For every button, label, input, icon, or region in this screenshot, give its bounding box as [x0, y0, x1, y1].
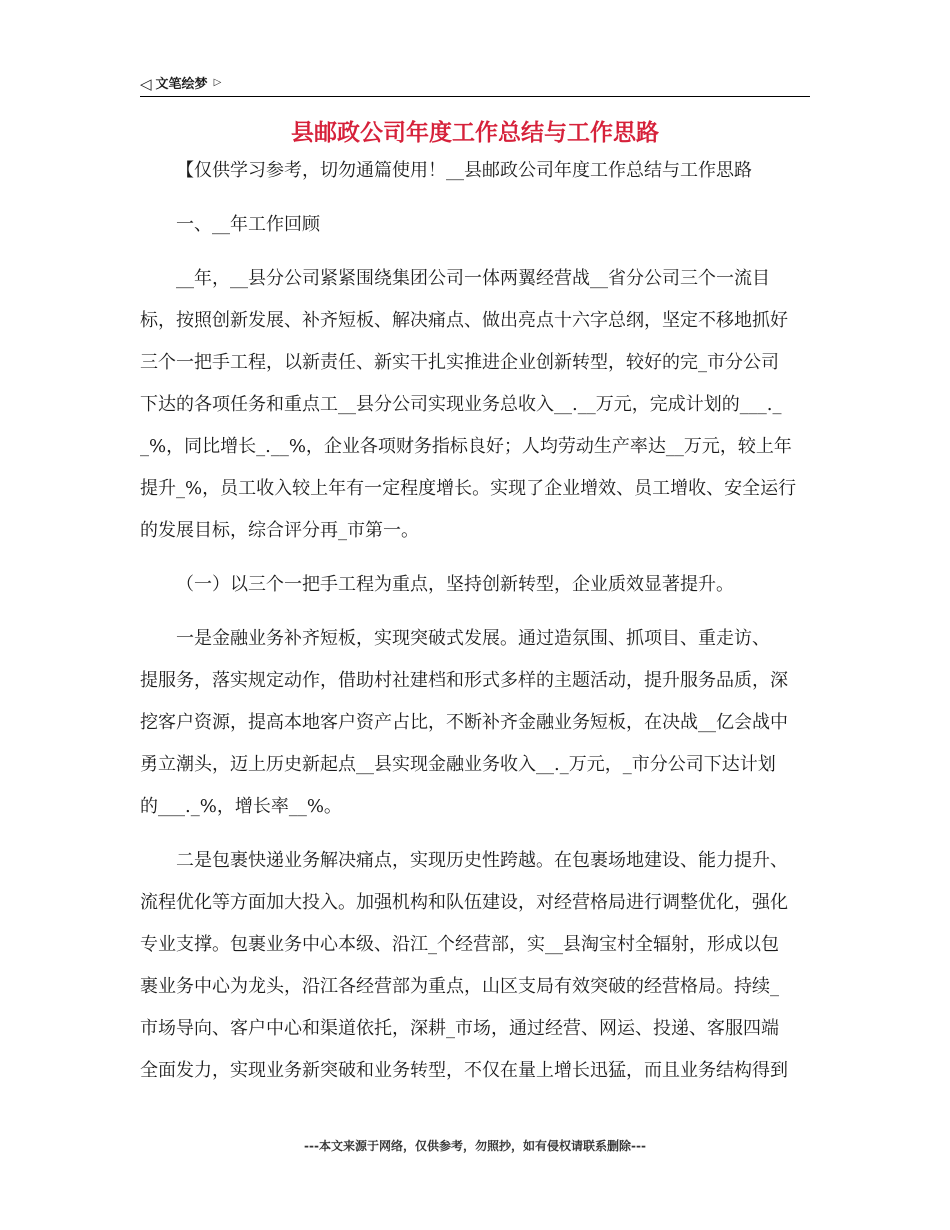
paragraph	[140, 618, 810, 828]
paragraph-line: 流程优化等方面加大投入。加强机构和队伍建设，对经营格局进行调整优化，强化	[140, 892, 788, 913]
paragraph-line: 一、__年工作回顾	[176, 214, 320, 235]
paragraph-line: 全面发力，实现业务新突破和业务转型，不仅在量上增长迅猛，而且业务结构得到	[140, 1060, 788, 1081]
triangle-right-icon: ▷	[213, 77, 222, 88]
paragraph-line: 二是包裹快递业务解决痛点，实现历史性跨越。在包裹场地建设、能力提升、	[176, 850, 788, 871]
document-title: 县邮政公司年度工作总结与工作思路	[291, 120, 659, 146]
brand-name: 文笔绘梦	[155, 77, 208, 92]
triangle-left-icon: ◁	[140, 75, 152, 93]
brand	[140, 72, 221, 96]
paragraph-line: 提升_%，员工收入较上年有一定程度增长。实现了企业增效、员工增收、安全运行	[140, 478, 797, 499]
paragraph-line: __年，__县分公司紧紧围绕集团公司一体两翼经营战__省分公司三个一流目	[176, 268, 770, 289]
paragraph	[140, 204, 810, 246]
paragraph-line: 挖客户资源，提高本地客户资产占比，不断补齐金融业务短板，在决战__亿会战中	[140, 712, 788, 733]
paragraph-line: 裹业务中心为龙头，沿江各经营部为重点，山区支局有效突破的经营格局。持续_	[140, 976, 779, 997]
paragraph	[140, 564, 810, 606]
paragraph-line: 勇立潮头，迈上历史新起点__县实现金融业务收入__._万元，_市分公司下达计划	[140, 754, 776, 775]
document-body	[140, 150, 810, 1092]
paragraph-line: （一）以三个一把手工程为重点，坚持创新转型，企业质效显著提升。	[176, 574, 734, 595]
footer-disclaimer: ---本文来源于网络，仅供参考，勿照抄，如有侵权请联系删除---	[304, 1139, 646, 1153]
paragraph-line: 下达的各项任务和重点工__县分公司实现业务总收入__.__万元，完成计划的___._	[140, 394, 782, 415]
paragraph-line: 的发展目标，综合评分再_市第一。	[140, 520, 419, 541]
paragraph	[140, 840, 810, 1092]
paragraph-line: 提服务，落实规定动作，借助村社建档和形式多样的主题活动，提升服务品质，深	[140, 670, 788, 691]
paragraph-line: 三个一把手工程，以新责任、新实干扎实推进企业创新转型，较好的完_市分公司	[140, 352, 779, 373]
paragraph-line: 市场导向、客户中心和渠道依托，深耕_市场，通过经营、网运、投递、客服四端	[140, 1018, 779, 1039]
paragraph-line: 专业支撑。包裹业务中心本级、沿江_个经营部，实__县淘宝村全辐射，形成以包	[140, 934, 779, 955]
paragraph	[140, 150, 810, 192]
paragraph-line: 的___._%，增长率__%。	[140, 796, 342, 817]
paragraph	[140, 258, 810, 552]
document-header	[140, 72, 810, 97]
paragraph-line: 标，按照创新发展、补齐短板、解决痛点、做出亮点十六字总纲，坚定不移地抓好	[140, 310, 788, 331]
paragraph-line: 一是金融业务补齐短板，实现突破式发展。通过造氛围、抓项目、重走访、	[176, 628, 770, 649]
paragraph-line: _%，同比增长_.__%，企业各项财务指标良好；人均劳动生产率达__万元，较上年	[140, 436, 792, 457]
paragraph-line: 【仅供学习参考，切勿通篇使用！__县邮政公司年度工作总结与工作思路	[176, 160, 752, 181]
